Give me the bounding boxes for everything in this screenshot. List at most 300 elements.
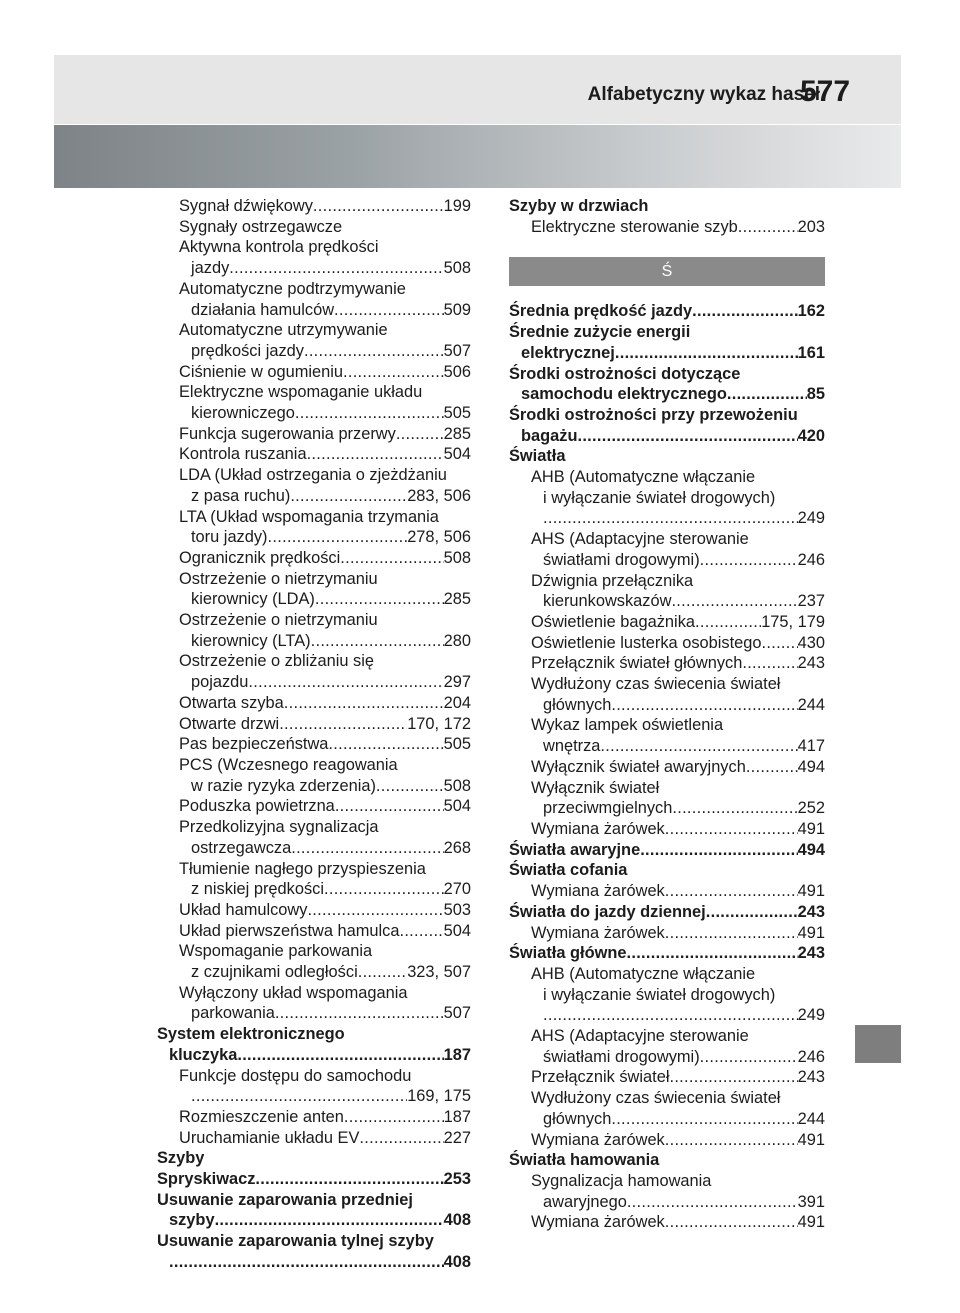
index-entry-page[interactable]: 491	[797, 923, 825, 942]
leader-dots	[307, 900, 443, 921]
index-entry-page[interactable]: 187	[443, 1107, 471, 1126]
index-entry-page[interactable]: 491	[797, 1130, 825, 1149]
leader-dots	[665, 819, 798, 840]
index-entry	[157, 196, 471, 217]
index-entry	[509, 426, 825, 447]
index-entry-text: Wspomaganie parkowania	[179, 942, 373, 961]
index-entry	[509, 902, 825, 923]
index-entry-page[interactable]: 187	[443, 1045, 471, 1064]
index-column-right-main	[509, 301, 825, 1233]
index-entry	[157, 776, 471, 797]
index-entry	[157, 1024, 471, 1045]
index-entry	[509, 1150, 825, 1171]
index-entry	[157, 734, 471, 755]
index-entry	[509, 217, 825, 238]
index-entry-text: Wymiana żarówek	[531, 923, 665, 942]
index-entry-text: Ostrzeżenie o nietrzymaniu	[179, 569, 378, 588]
decorative-gradient-band	[54, 125, 901, 188]
index-entry	[157, 631, 471, 652]
index-entry-page[interactable]: 243	[797, 902, 825, 921]
leader-dots	[295, 403, 444, 424]
index-entry	[157, 693, 471, 714]
index-entry	[157, 1190, 471, 1211]
leader-dots	[672, 798, 797, 819]
index-entry	[157, 672, 471, 693]
leader-dots	[640, 840, 797, 861]
leader-dots	[611, 695, 797, 716]
index-entry-page[interactable]: 494	[797, 757, 825, 776]
index-column-right-top	[509, 196, 825, 237]
index-entry-page[interactable]: 246	[797, 550, 825, 569]
index-entry-page[interactable]: 85	[806, 385, 825, 404]
index-entry-page[interactable]: 270	[443, 880, 471, 899]
index-entry	[157, 1210, 471, 1231]
index-entry	[157, 859, 471, 880]
index-entry-text: Światła hamowania	[509, 1151, 660, 1170]
index-entry	[509, 612, 825, 633]
index-entry	[157, 569, 471, 590]
index-entry-page[interactable]: 391	[797, 1192, 825, 1211]
index-entry-text: z pasa ruchu)	[191, 486, 291, 505]
index-entry-page[interactable]: 268	[443, 838, 471, 857]
index-column-left	[157, 196, 471, 1273]
index-entry-page[interactable]: 243	[797, 1068, 825, 1087]
index-entry-text: Wymiana żarówek	[531, 1213, 665, 1232]
index-entry-page[interactable]: 509	[443, 300, 471, 319]
index-entry-text: Rozmieszczenie anten	[179, 1107, 344, 1126]
index-entry-text: Szyby	[157, 1149, 205, 1168]
index-entry-text: LTA (Układ wspomagania trzymania	[179, 507, 439, 526]
index-entry-page[interactable]: 508	[443, 259, 471, 278]
leader-dots	[665, 1130, 798, 1151]
index-entry-text: Aktywna kontrola prędkości	[179, 238, 379, 257]
leader-dots	[237, 1045, 443, 1066]
index-entry	[157, 900, 471, 921]
index-entry-text: Układ pierwszeństwa hamulca	[179, 921, 400, 940]
index-entry-page[interactable]: 507	[443, 1004, 471, 1023]
leader-dots	[191, 1086, 407, 1107]
index-entry	[509, 695, 825, 716]
index-entry-text: Światła cofania	[509, 861, 628, 880]
index-entry	[157, 589, 471, 610]
leader-dots	[335, 796, 444, 817]
index-entry-page[interactable]: 244	[797, 1109, 825, 1128]
index-entry	[509, 364, 825, 385]
index-entry-page[interactable]: 505	[443, 735, 471, 754]
index-entry-text: Usuwanie zaparowania tylnej szyby	[157, 1232, 434, 1251]
index-entry-page[interactable]: 506	[443, 362, 471, 381]
index-entry	[509, 571, 825, 592]
index-entry	[157, 714, 471, 735]
index-entry	[509, 757, 825, 778]
leader-dots	[328, 734, 443, 755]
index-entry	[509, 467, 825, 488]
index-entry	[509, 196, 825, 217]
index-entry	[157, 941, 471, 962]
index-entry-page[interactable]: 504	[443, 445, 471, 464]
index-entry-page[interactable]: 170, 172	[407, 714, 471, 733]
leader-dots	[275, 1003, 444, 1024]
index-entry-text: Uruchamianie układu EV	[179, 1128, 360, 1147]
page-header-title: Alfabetyczny wykaz haseł	[587, 84, 820, 105]
leader-dots	[334, 300, 444, 321]
index-entry-text: Elektryczne sterowanie szyb	[531, 217, 738, 236]
leader-dots	[669, 1067, 797, 1088]
index-entry-page[interactable]: 204	[443, 693, 471, 712]
index-entry-text: Oświetlenie lusterka osobistego	[531, 633, 762, 652]
index-entry	[157, 362, 471, 383]
index-entry-text: Automatyczne podtrzymywanie	[179, 279, 406, 298]
index-entry-page[interactable]: 246	[797, 1047, 825, 1066]
index-entry-text: Wykaz lampek oświetlenia	[531, 716, 724, 735]
index-entry	[157, 279, 471, 300]
leader-dots	[291, 838, 443, 859]
index-entry-page[interactable]: 508	[443, 548, 471, 567]
leader-dots	[577, 426, 797, 447]
index-entry-text: LDA (Układ ostrzegania o zjeżdżaniu	[179, 466, 447, 485]
index-entry-page[interactable]: 491	[797, 1213, 825, 1232]
index-entry-text: Średnia prędkość jazdy	[509, 302, 693, 321]
index-entry-text: ostrzegawcza	[191, 838, 292, 857]
index-entry	[509, 798, 825, 819]
index-entry-text: Światła do jazdy dziennej	[509, 902, 706, 921]
index-entry	[509, 550, 825, 571]
index-entry	[157, 527, 471, 548]
index-entry	[157, 320, 471, 341]
leader-dots	[340, 548, 443, 569]
index-entry	[157, 237, 471, 258]
leader-dots	[359, 1128, 443, 1149]
index-entry	[157, 962, 471, 983]
leader-dots	[279, 714, 407, 735]
index-entry-page[interactable]: 249	[797, 1006, 825, 1025]
index-entry	[157, 300, 471, 321]
index-entry	[509, 529, 825, 550]
index-entry-page[interactable]: 253	[443, 1170, 471, 1189]
leader-dots	[344, 1107, 444, 1128]
index-entry-text: Ciśnienie w ogumieniu	[179, 362, 343, 381]
leader-dots	[671, 591, 797, 612]
leader-dots	[665, 1212, 798, 1233]
index-entry-text: Światła główne	[509, 944, 627, 963]
index-entry-text: Środki ostrożności dotyczące	[509, 364, 741, 383]
index-entry	[509, 943, 825, 964]
index-entry	[509, 674, 825, 695]
index-entry-text: Otwarte drzwi	[179, 714, 280, 733]
index-entry-page[interactable]: 244	[797, 695, 825, 714]
leader-dots	[600, 736, 797, 757]
index-entry-text: Wyłącznik świateł	[531, 778, 660, 797]
index-entry-text: i wyłączanie świateł drogowych)	[543, 985, 776, 1004]
index-entry	[509, 653, 825, 674]
index-entry-page[interactable]: 323, 507	[407, 963, 471, 982]
index-entry	[157, 382, 471, 403]
leader-dots	[290, 486, 407, 507]
chapter-side-tab	[855, 1025, 901, 1063]
index-entry-text: AHS (Adaptacyjne sterowanie	[531, 1027, 749, 1046]
index-entry-text: Wyłączony układ wspomagania	[179, 983, 408, 1002]
index-entry	[157, 486, 471, 507]
leader-dots	[543, 508, 798, 529]
leader-dots	[706, 902, 798, 923]
index-entry-text: pojazdu	[191, 673, 249, 692]
leader-dots	[727, 384, 807, 405]
index-entry	[157, 1128, 471, 1149]
index-entry-page[interactable]: 280	[443, 631, 471, 650]
index-entry	[509, 1192, 825, 1213]
index-entry	[157, 1086, 471, 1107]
index-entry-text: samochodu elektrycznego	[521, 385, 727, 404]
leader-dots	[695, 612, 761, 633]
index-entry	[509, 1171, 825, 1192]
index-entry-text: Wymiana żarówek	[531, 882, 665, 901]
leader-dots	[284, 693, 444, 714]
index-entry	[509, 488, 825, 509]
index-entry	[157, 983, 471, 1004]
index-entry	[157, 1252, 471, 1273]
index-entry-text: Wymiana żarówek	[531, 819, 665, 838]
section-letter-bar	[509, 257, 825, 286]
index-entry	[509, 778, 825, 799]
index-entry-page[interactable]: 243	[797, 654, 825, 673]
index-column-right	[509, 196, 825, 1233]
index-entry	[509, 633, 825, 654]
index-entry	[157, 1231, 471, 1252]
index-entry-page[interactable]: 237	[797, 592, 825, 611]
leader-dots	[396, 424, 444, 445]
index-entry	[509, 384, 825, 405]
index-entry	[509, 343, 825, 364]
leader-dots	[700, 550, 798, 571]
index-entry-page[interactable]: 417	[797, 737, 825, 756]
index-entry-text: kierownicy (LDA)	[191, 590, 315, 609]
index-entry-page[interactable]: 162	[797, 302, 825, 321]
index-entry-text: Funkcja sugerowania przerwy	[179, 424, 396, 443]
index-entry-text: AHB (Automatyczne włączanie	[531, 964, 756, 983]
index-entry-text: Przełącznik świateł	[531, 1068, 670, 1087]
index-entry	[157, 879, 471, 900]
index-entry-text: głównych	[543, 695, 612, 714]
index-entry	[509, 819, 825, 840]
index-entry-text: AHB (Automatyczne włączanie	[531, 468, 756, 487]
index-entry-text: Układ hamulcowy	[179, 900, 308, 919]
index-entry	[509, 881, 825, 902]
index-entry	[509, 1005, 825, 1026]
index-entry-text: wnętrza	[543, 737, 601, 756]
index-entry	[157, 651, 471, 672]
index-entry	[509, 1130, 825, 1151]
index-entry-page[interactable]: 491	[797, 882, 825, 901]
index-entry-page[interactable]: 505	[443, 404, 471, 423]
leader-dots	[742, 653, 797, 674]
leader-dots	[543, 1005, 798, 1026]
index-entry-text: Tłumienie nagłego przyspieszenia	[179, 859, 426, 878]
index-entry-text: szyby	[169, 1211, 215, 1230]
index-entry-page[interactable]: 508	[443, 776, 471, 795]
index-entry-page[interactable]: 278, 506	[407, 528, 471, 547]
index-entry-text: głównych	[543, 1109, 612, 1128]
leader-dots	[169, 1252, 444, 1273]
index-entry-text: AHS (Adaptacyjne sterowanie	[531, 530, 749, 549]
index-entry	[157, 610, 471, 631]
index-entry-page[interactable]: 420	[797, 426, 825, 445]
index-entry	[509, 446, 825, 467]
index-entry-text: z niskiej prędkości	[191, 880, 324, 899]
index-entry-text: Ostrzeżenie o nietrzymaniu	[179, 611, 378, 630]
index-entry	[509, 923, 825, 944]
index-entry-text: System elektronicznego	[157, 1025, 345, 1044]
index-entry-page[interactable]: 249	[797, 509, 825, 528]
index-entry-page[interactable]: 285	[443, 424, 471, 443]
index-entry-page[interactable]: 408	[443, 1252, 471, 1271]
index-entry-page[interactable]: 161	[797, 343, 825, 362]
index-entry-page[interactable]: 494	[797, 840, 825, 859]
index-entry-page[interactable]: 504	[443, 797, 471, 816]
index-entry-text: światłami drogowymi)	[543, 1047, 700, 1066]
index-entry	[157, 817, 471, 838]
index-entry	[157, 796, 471, 817]
index-entry-text: kierownicy (LTA)	[191, 631, 311, 650]
index-entry-page[interactable]: 430	[797, 633, 825, 652]
index-entry-text: Wymiana żarówek	[531, 1130, 665, 1149]
index-entry-page[interactable]: 169, 175	[407, 1087, 471, 1106]
leader-dots	[307, 444, 444, 465]
index-entry	[509, 840, 825, 861]
leader-dots	[311, 631, 444, 652]
index-entry-text: bagażu	[521, 426, 578, 445]
index-entry-text: PCS (Wczesnego reagowania	[179, 755, 398, 774]
index-entry	[509, 301, 825, 322]
leader-dots	[248, 672, 443, 693]
index-entry-page[interactable]: 285	[443, 590, 471, 609]
leader-dots	[762, 633, 798, 654]
index-entry-page[interactable]: 408	[443, 1211, 471, 1230]
leader-dots	[692, 301, 798, 322]
index-entry	[157, 258, 471, 279]
index-entry-text: Otwarta szyba	[179, 693, 284, 712]
index-entry-page[interactable]: 297	[443, 673, 471, 692]
index-entry-text: Sygnał dźwiękowy	[179, 197, 313, 215]
index-entry-text: Wydłużony czas świecenia świateł	[531, 1089, 781, 1108]
index-entry	[509, 322, 825, 343]
index-entry-page[interactable]: 507	[443, 341, 471, 360]
index-entry	[157, 1066, 471, 1087]
index-entry-text: Kontrola ruszania	[179, 445, 307, 464]
index-entry-text: Automatyczne utrzymywanie	[179, 321, 388, 340]
index-entry-page[interactable]: 252	[797, 799, 825, 818]
index-entry-text: Wyłącznik świateł awaryjnych	[531, 757, 746, 776]
index-entry	[157, 465, 471, 486]
index-entry-page[interactable]: 243	[797, 944, 825, 963]
index-entry	[509, 860, 825, 881]
index-entry	[509, 736, 825, 757]
section-letter: Ś	[661, 263, 673, 281]
index-entry-page[interactable]: 203	[797, 217, 825, 236]
index-entry-text: działania hamulców	[191, 300, 335, 319]
index-entry-text: Wydłużony czas świecenia świateł	[531, 675, 781, 694]
index-entry-page[interactable]: 503	[443, 900, 471, 919]
leader-dots	[358, 962, 407, 983]
index-entry	[509, 715, 825, 736]
index-entry	[509, 1109, 825, 1130]
index-entry-text: kierunkowskazów	[543, 592, 672, 611]
index-entry-text: Usuwanie zaparowania przedniej	[157, 1190, 413, 1209]
index-entry	[157, 838, 471, 859]
index-entry-text: Środki ostrożności przy przewożeniu	[509, 405, 798, 424]
index-entry	[509, 985, 825, 1006]
index-entry-page[interactable]: 283, 506	[407, 486, 471, 505]
index-entry	[509, 1047, 825, 1068]
index-entry	[509, 1026, 825, 1047]
index-entry-text: parkowania	[191, 1004, 275, 1023]
index-entry-text: w razie ryzyka zderzenia)	[191, 776, 376, 795]
index-entry-text: Szyby w drzwiach	[509, 197, 649, 215]
index-entry-text: Przedkolizyjna sygnalizacja	[179, 818, 379, 837]
leader-dots	[313, 196, 444, 217]
index-entry	[157, 444, 471, 465]
index-entry-page[interactable]: 227	[443, 1128, 471, 1147]
index-entry-text: światłami drogowymi)	[543, 550, 700, 569]
index-entry-text: Sygnały ostrzegawcze	[179, 217, 343, 236]
index-entry	[509, 1067, 825, 1088]
leader-dots	[665, 881, 798, 902]
index-entry-page[interactable]: 175, 179	[761, 612, 825, 631]
index-entry	[509, 1088, 825, 1109]
index-entry-text: Ostrzeżenie o zbliżaniu się	[179, 652, 374, 671]
index-entry-page[interactable]: 491	[797, 819, 825, 838]
index-entry-text: Światła	[509, 447, 566, 466]
index-entry-text: Poduszka powietrzna	[179, 797, 335, 816]
index-entry	[157, 341, 471, 362]
leader-dots	[738, 217, 798, 238]
index-entry-text: awaryjnego	[543, 1192, 627, 1211]
leader-dots	[700, 1047, 798, 1068]
leader-dots	[376, 776, 444, 797]
index-entry	[509, 591, 825, 612]
index-entry-text: Pas bezpieczeństwa	[179, 735, 329, 754]
leader-dots	[399, 921, 443, 942]
leader-dots	[343, 362, 444, 383]
index-entry	[157, 755, 471, 776]
index-entry	[157, 1169, 471, 1190]
index-entry	[157, 548, 471, 569]
index-entry-text: Dźwignia przełącznika	[531, 571, 694, 590]
index-entry-text: Elektryczne wspomaganie układu	[179, 383, 423, 402]
page-number: 577	[800, 75, 851, 108]
index-entry	[157, 1003, 471, 1024]
index-entry	[509, 405, 825, 426]
index-entry	[157, 424, 471, 445]
index-entry-text: przeciwmgielnych	[543, 799, 673, 818]
index-entry-text: Średnie zużycie energii	[509, 323, 691, 342]
index-entry-page[interactable]: 504	[443, 921, 471, 940]
index-entry-text: kierowniczego	[191, 404, 295, 423]
leader-dots	[304, 341, 444, 362]
index-entry	[157, 921, 471, 942]
index-entry	[509, 508, 825, 529]
index-entry	[509, 1212, 825, 1233]
index-entry-text: Spryskiwacz	[157, 1170, 256, 1189]
leader-dots	[324, 879, 444, 900]
leader-dots	[255, 1169, 443, 1190]
index-entry-text: Sygnalizacja hamowania	[531, 1171, 712, 1190]
index-entry	[157, 403, 471, 424]
leader-dots	[215, 1210, 444, 1231]
index-entry-text: elektrycznej	[521, 343, 615, 362]
index-entry-text: toru jazdy)	[191, 528, 268, 547]
index-entry-text: Przełącznik świateł głównych	[531, 654, 743, 673]
index-entry-page[interactable]: 199	[443, 197, 471, 215]
